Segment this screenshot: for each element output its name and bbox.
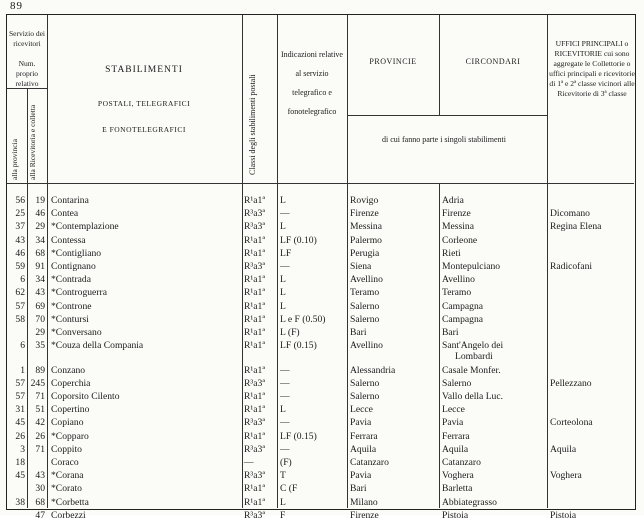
cell-name: *Contrada	[51, 274, 91, 286]
cell-name: Corbezzi	[51, 509, 86, 521]
cell-circ-continuation: Lombardi	[455, 351, 493, 363]
cell-circ: Campagna	[442, 300, 484, 312]
cell-ind: L	[280, 221, 286, 233]
cell-ind: —	[280, 417, 290, 429]
cell-n2: 43	[35, 470, 45, 482]
cell-prov: Aquila	[350, 443, 377, 455]
cell-n1: 56	[15, 195, 25, 206]
col-line-6b	[439, 183, 440, 508]
cell-n2: 30	[35, 483, 45, 495]
cell-name: Contarina	[51, 195, 89, 206]
cell-circ: Campagna	[442, 313, 484, 325]
cell-n2: 69	[35, 300, 45, 312]
cell-classe: R¹a1ª	[244, 327, 265, 338]
cell-n2: 70	[35, 313, 45, 325]
cell-classe: —	[244, 457, 254, 469]
cell-uff: Pellezzano	[550, 377, 592, 389]
cell-n2: 29	[35, 327, 45, 338]
cell-n2: 34	[35, 234, 45, 246]
cell-n1: 1	[20, 364, 25, 376]
cell-name: *Contursi	[51, 313, 89, 325]
cell-n2: 46	[35, 208, 45, 220]
header-circondari: CIRCONDARI	[465, 57, 521, 66]
cell-name: *Contigliano	[51, 247, 102, 259]
cell-uff: Pistoia	[550, 509, 577, 521]
header-alla-provincia: alla provincia	[10, 138, 19, 180]
header-alla-ricevitoria: alla Ricevitoria e colletta	[28, 104, 37, 180]
cell-n1: 45	[15, 470, 25, 482]
cell-prov: Lecce	[350, 404, 373, 416]
cell-name: Contignano	[51, 261, 96, 272]
cell-ind: (F)	[280, 457, 292, 469]
cell-circ: Bari	[442, 327, 459, 338]
cell-classe: R¹a1ª	[244, 496, 265, 508]
cell-circ: Firenze	[442, 208, 471, 220]
cell-circ: Casale Monfer.	[442, 364, 501, 376]
header-postali: POSTALI, TELEGRAFICI	[97, 99, 191, 108]
col-line-2	[47, 15, 48, 508]
cell-circ: Pavia	[442, 417, 464, 429]
cell-n2: 68	[35, 247, 45, 259]
cell-n1: 43	[15, 234, 25, 246]
cell-name: *Couza della Compania	[51, 340, 144, 352]
cell-classe: R³a3ª	[244, 208, 265, 220]
cell-circ: Abbiategrasso	[442, 496, 497, 508]
cell-ind: —	[280, 391, 290, 403]
cell-prov: Firenze	[350, 208, 379, 220]
cell-n2: 43	[35, 287, 45, 299]
cell-n2: 19	[35, 195, 45, 206]
cell-name: Coraco	[51, 457, 79, 469]
cell-classe: R³a3ª	[244, 509, 265, 521]
cell-ind: —	[280, 443, 290, 455]
cell-classe: R¹a1ª	[244, 430, 265, 442]
cell-name: *Copparo	[51, 430, 89, 442]
cell-ind: —	[280, 364, 290, 376]
header-uffici: UFFICI PRINCIPALI o RICEVITORIE cui sono aggregate le Collettorie o uffici principali e ricevitorie di 1ª e 2ª classe vicinori alle Ricevitorie di 3ª classe	[549, 39, 635, 98]
cell-prov: Salerno	[350, 300, 380, 312]
header-indicazioni: Indicazioni relative al servizio telegrafico e fonotelegrafico	[281, 50, 343, 116]
cell-circ: Corleone	[442, 234, 478, 246]
cell-prov: Alessandria	[350, 364, 396, 376]
cell-prov: Palermo	[350, 234, 382, 246]
cell-circ: Rieti	[442, 247, 461, 259]
cell-n1: 46	[15, 247, 25, 259]
cell-n1: 57	[15, 300, 25, 312]
cell-n1: 58	[15, 313, 25, 325]
cell-n1: 18	[15, 457, 25, 469]
cell-ind: LF (0.15)	[280, 340, 317, 352]
cell-ind: C (F	[280, 483, 298, 495]
cell-classe: R¹a1ª	[244, 274, 265, 286]
cell-n1: 59	[15, 261, 25, 272]
cell-ind: —	[280, 261, 290, 272]
cell-uff: Radicofani	[550, 261, 593, 272]
cell-classe: R¹a1ª	[244, 483, 265, 495]
cell-n1: 38	[15, 496, 25, 508]
cell-uff: Aquila	[550, 443, 577, 455]
header-divider	[7, 183, 634, 184]
cell-n2: 47	[35, 509, 45, 521]
header-prov-line	[347, 115, 547, 116]
cell-ind: F	[280, 509, 286, 521]
cell-prov: Bari	[350, 483, 367, 495]
cell-n2: 71	[35, 443, 45, 455]
cell-classe: R¹a1ª	[244, 313, 265, 325]
cell-n1: 6	[20, 274, 25, 286]
cell-ind: LF	[280, 247, 292, 259]
cell-name: Coppito	[51, 443, 82, 455]
cell-circ: Montepulciano	[442, 261, 501, 272]
cell-n1: 31	[15, 404, 25, 416]
cell-classe: R³a3ª	[244, 417, 265, 429]
cell-n1: 57	[15, 377, 25, 389]
header-num-proprio: Num. proprio relativo	[15, 59, 39, 88]
cell-circ: Catanzaro	[442, 457, 481, 469]
cell-name: Copiano	[51, 417, 84, 429]
cell-name: Coperchia	[51, 377, 91, 389]
cell-n2: 71	[35, 391, 45, 403]
cell-n1: 37	[15, 221, 25, 233]
cell-circ: Teramo	[442, 287, 472, 299]
cell-classe: R¹a1ª	[244, 195, 265, 206]
cell-name: Copertino	[51, 404, 90, 416]
cell-n2: 91	[35, 261, 45, 272]
cell-ind: —	[280, 377, 290, 389]
cell-ind: L e F (0.50)	[280, 313, 326, 325]
cell-ind: LF (0.15)	[280, 430, 317, 442]
header-stabilimenti: STABILIMENTI	[105, 65, 183, 75]
cell-name: *Controne	[51, 300, 92, 312]
cell-name: Conzano	[51, 364, 86, 376]
table-frame	[6, 14, 636, 521]
cell-ind: L (F)	[280, 327, 300, 338]
cell-prov: Salerno	[350, 313, 380, 325]
cell-circ: Ferrara	[442, 430, 470, 442]
cell-circ: Messina	[442, 221, 474, 233]
cell-ind: L	[280, 195, 286, 206]
cell-classe: R³a3ª	[244, 221, 265, 233]
cell-prov: Bari	[350, 327, 367, 338]
cell-prov: Catanzaro	[350, 457, 389, 469]
cell-name: *Contemplazione	[51, 221, 119, 233]
cell-prov: Avellino	[350, 274, 383, 286]
col-line-5	[347, 15, 348, 508]
cell-classe: R¹a1ª	[244, 247, 265, 259]
cell-name: *Corato	[51, 483, 82, 495]
cell-prov: Avellino	[350, 340, 383, 352]
col-line-7	[547, 15, 548, 508]
cell-uff: Regina Elena	[550, 221, 602, 233]
cell-n1: 26	[15, 430, 25, 442]
cell-n1: 45	[15, 417, 25, 429]
header-di-cui: di cui fanno parte i singoli stabilimenti	[382, 135, 506, 144]
cell-n2: 34	[35, 274, 45, 286]
cell-classe: R¹a1ª	[244, 404, 265, 416]
cell-n1: 57	[15, 391, 25, 403]
cell-prov: Rovigo	[350, 195, 379, 206]
cell-circ: Salerno	[442, 377, 472, 389]
cell-classe: R³a3ª	[244, 261, 265, 272]
cell-n2: 245	[30, 377, 45, 389]
cell-classe: R¹a1ª	[244, 234, 265, 246]
cell-prov: Salerno	[350, 391, 380, 403]
cell-prov: Siena	[350, 261, 372, 272]
cell-n1: 6	[20, 340, 25, 352]
cell-n1: 3	[20, 443, 25, 455]
cell-classe: R¹a1ª	[244, 391, 265, 403]
cell-prov: Salerno	[350, 377, 380, 389]
page-number: 89	[10, 0, 23, 12]
cell-classe: R³a3ª	[244, 470, 265, 482]
cell-n2: 35	[35, 340, 45, 352]
cell-n2: 42	[35, 417, 45, 429]
cell-uff: Voghera	[550, 470, 582, 482]
cell-prov: Messina	[350, 221, 382, 233]
cell-n2: 26	[35, 430, 45, 442]
cell-prov: Teramo	[350, 287, 380, 299]
cell-uff: Corteolona	[550, 417, 593, 429]
cell-prov: Milano	[350, 496, 378, 508]
cell-uff: Dicomano	[550, 208, 590, 220]
cell-circ: Avellino	[442, 274, 475, 286]
cell-ind: T	[280, 470, 286, 482]
cell-circ: Pistoia	[442, 509, 469, 521]
cell-n2: 89	[35, 364, 45, 376]
cell-classe: R¹a1ª	[244, 287, 265, 299]
cell-name: *Corbetta	[51, 496, 89, 508]
cell-name: Contea	[51, 208, 79, 220]
cell-ind: LF (0.10)	[280, 234, 317, 246]
cell-n1: 62	[15, 287, 25, 299]
cell-n2: 51	[35, 404, 45, 416]
cell-prov: Perugia	[350, 247, 380, 259]
header-classi: Classi degli stabilimenti postali	[248, 74, 257, 175]
cell-ind: L	[280, 287, 286, 299]
cell-prov: Pavia	[350, 470, 372, 482]
cell-name: *Conversano	[51, 327, 102, 338]
cell-n1: 25	[15, 208, 25, 220]
cell-circ: Aquila	[442, 443, 469, 455]
cell-n2: 29	[35, 221, 45, 233]
cell-ind: L	[280, 496, 286, 508]
header-provincie: PROVINCIE	[369, 57, 417, 66]
cell-classe: R³a3ª	[244, 377, 265, 389]
cell-classe: R¹a1ª	[244, 364, 265, 376]
cell-n2: 68	[35, 496, 45, 508]
cell-circ: Lecce	[442, 404, 465, 416]
cell-circ: Adria	[442, 195, 464, 206]
col-line-3	[242, 15, 243, 508]
cell-prov: Pavia	[350, 417, 372, 429]
cell-circ: Barletta	[442, 483, 473, 495]
cell-classe: R¹a1ª	[244, 340, 265, 352]
cell-ind: L	[280, 274, 286, 286]
cell-name: Contessa	[51, 234, 86, 246]
col-line-6a	[439, 15, 440, 115]
cell-name: *Corana	[51, 470, 84, 482]
cell-circ: Sant'Angelo dei	[442, 340, 504, 352]
cell-classe: R¹a1ª	[244, 300, 265, 312]
cell-circ: Voghera	[442, 470, 474, 482]
header-fonotelegrafici: E FONOTELEGRAFICI	[102, 125, 186, 134]
cell-name: *Controguerra	[51, 287, 107, 299]
cell-circ: Vallo della Luc.	[442, 391, 504, 403]
header-servizio: Servizio dei ricevitori	[8, 29, 46, 48]
cell-prov: Firenze	[350, 509, 379, 521]
cell-name: Coporsito Cilento	[51, 391, 120, 403]
cell-ind: —	[280, 208, 290, 220]
cell-ind: L	[280, 404, 286, 416]
cell-prov: Ferrara	[350, 430, 378, 442]
cell-classe: R³a3ª	[244, 443, 265, 455]
cell-ind: L	[280, 300, 286, 312]
